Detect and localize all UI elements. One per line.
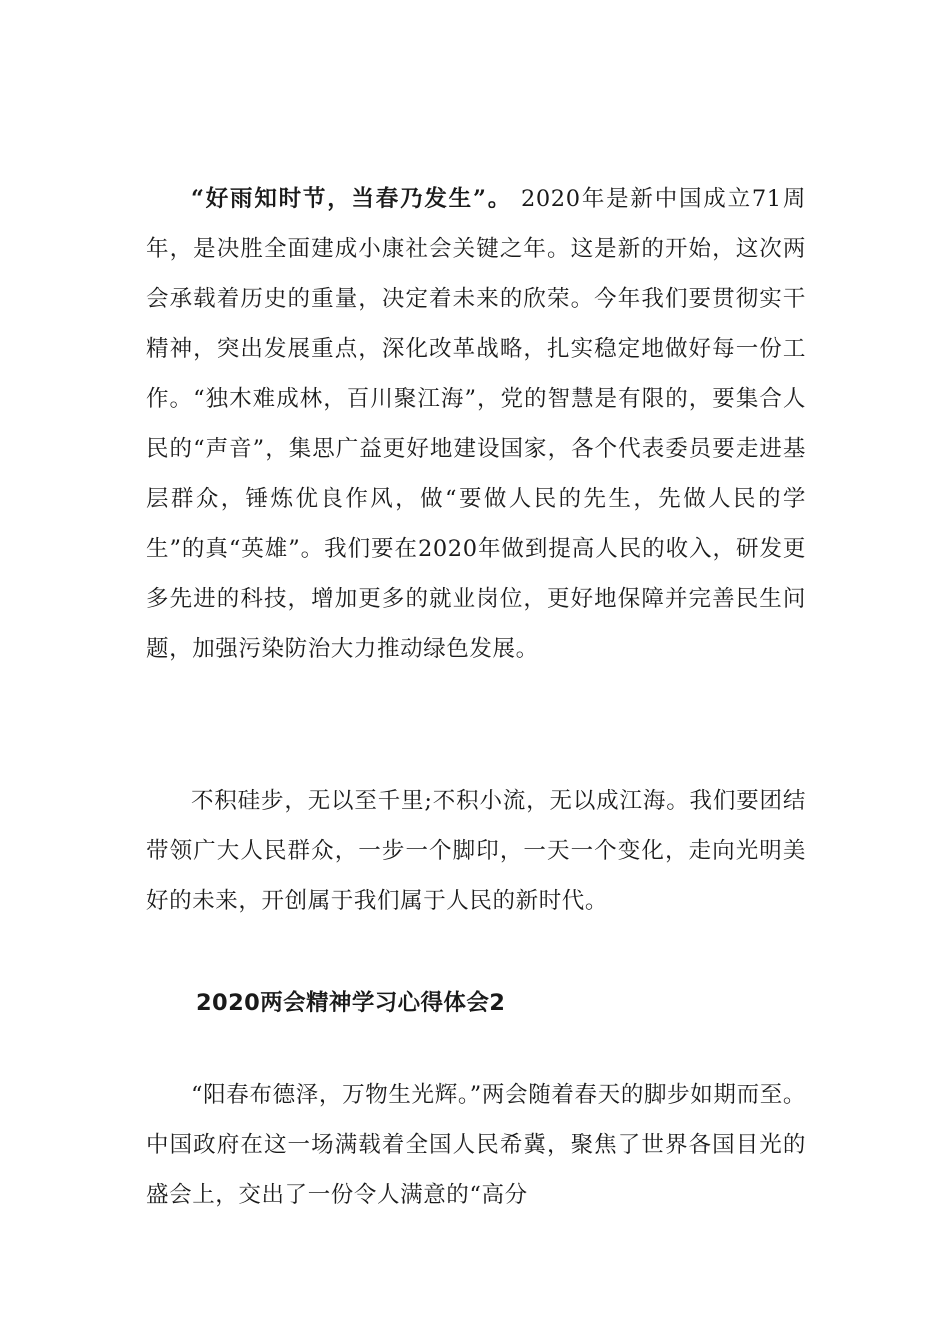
paragraph-1-body: 2020年是新中国成立71周年，是决胜全面建成小康社会关键之年。这是新的开始，这次两会承载着历史的重量，决定着未来的欣荣。今年我们要贯彻实干精神，突出发展重点，深化改革战略，扎实稳定地做好每一份工作。“独木难成林，百川聚江海”，党的智慧是有限的，要集合人民的“声音”，集思广益更好地建设国家，各个代表委员要走进基层群众，锤炼优良作风，做“要做人民的先生，先做人民的学生”的真“英雄”。我们要在2020年做到提高人民的收入，研发更多先进的科技，增加更多的就业岗位，更好地保障并完善民生问题，加强污染防治大力推动绿色发展。 bbox=[146, 186, 806, 662]
paragraph-3: “阳春布德泽，万物生光辉。”两会随着春天的脚步如期而至。中国政府在这一场满载着全国人民希冀，聚焦了世界各国目光的盛会上，交出了一份令人满意的“高分 bbox=[146, 1082, 806, 1208]
paragraph-2: 不积硅步，无以至千里;不积小流，无以成江海。我们要团结带领广大人民群众，一步一个脚印，一天一个变化，走向光明美好的未来，开创属于我们属于人民的新时代。 bbox=[146, 788, 806, 914]
paragraph-1 bbox=[146, 174, 806, 674]
section-heading: 2020两会精神学习心得体会2 bbox=[196, 990, 506, 1016]
paragraph-1-lead-quote: “好雨知时节，当春乃发生”。 bbox=[191, 186, 513, 212]
